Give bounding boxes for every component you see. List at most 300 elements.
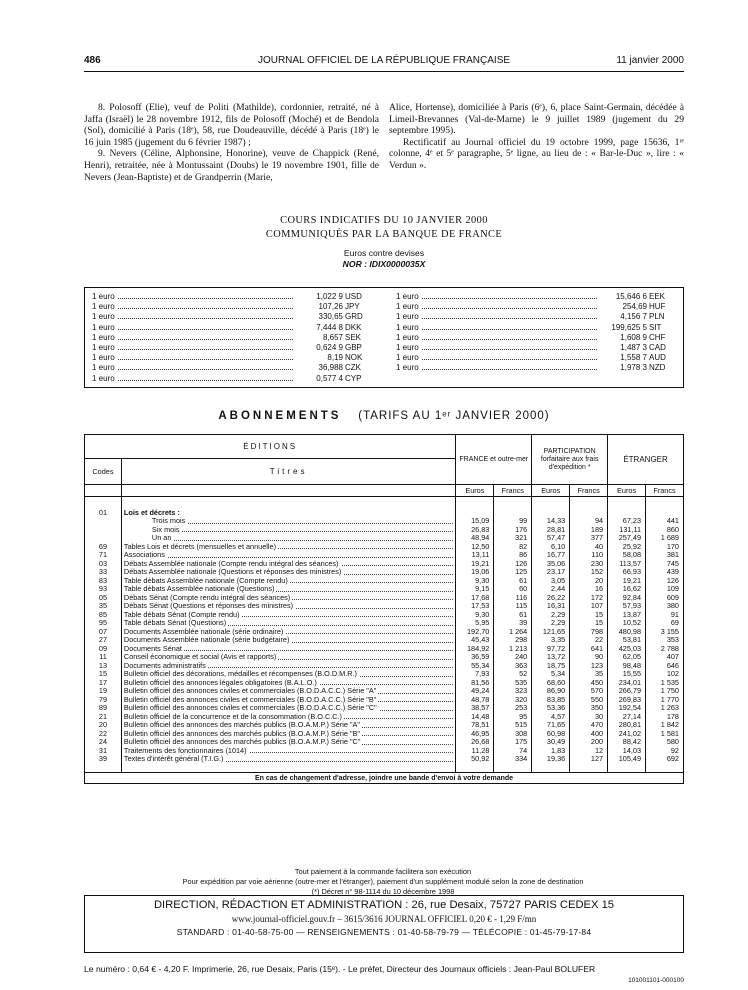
- edition-title: [121, 526, 455, 535]
- edition-code: 69: [85, 543, 122, 552]
- rate-row: [85, 333, 375, 343]
- price-cell: 380: [646, 602, 684, 611]
- price-cell: 9,15: [456, 585, 494, 594]
- price-cell: 78,51: [456, 721, 494, 730]
- edition-title-text: Conseil économique et social (Avis et rapports): [123, 653, 277, 661]
- price-cell: 172: [570, 594, 608, 603]
- leader-dots: [118, 329, 293, 330]
- subscription-row: [85, 645, 684, 654]
- leader-dots: [422, 308, 597, 309]
- price-cell: 230: [570, 560, 608, 569]
- price-cell: 170: [646, 543, 684, 552]
- price-cell: 200: [570, 738, 608, 747]
- edition-title-text: Associations: [123, 551, 165, 559]
- price-cell: 860: [646, 526, 684, 535]
- price-cell: 16: [570, 585, 608, 594]
- edition-code: 03: [85, 560, 122, 569]
- edition-title: [121, 577, 455, 586]
- airmail-note: Pour expédition par voie aérienne (outre-mer et l'étranger), paiement d'un supplément modulé selon la zone de destination: [182, 877, 584, 886]
- price-cell: 50,92: [456, 755, 494, 764]
- price-cell: 176: [494, 526, 532, 535]
- price-cell: 82: [494, 543, 532, 552]
- price-cell: 48,94: [456, 534, 494, 543]
- price-cell: 13,72: [532, 653, 570, 662]
- price-cell: 88,42: [608, 738, 646, 747]
- price-cell: 26,83: [456, 526, 494, 535]
- price-cell: 127: [570, 755, 608, 764]
- price-cell: 641: [570, 645, 608, 654]
- subscription-row: [85, 602, 684, 611]
- phone-line: STANDARD : 01-40-58-75-00 — RENSEIGNEMENTS : 01-40-58-79-79 — TÉLÉCOPIE : 01-45-79-17-84: [176, 927, 592, 937]
- edition-title: [121, 543, 455, 552]
- edition-title-text: Textes d'intérêt général (T.I.G.): [123, 755, 224, 763]
- rate-value: 1,608 9: [620, 332, 647, 342]
- currency-code: SIT: [649, 322, 662, 332]
- edition-code: 83: [85, 577, 122, 586]
- edition-title: [121, 585, 455, 594]
- price-cell: 3,05: [532, 577, 570, 586]
- edition-title: [121, 602, 455, 611]
- rate-unit-label: 1 euro: [92, 302, 115, 312]
- edition-title-text: Débats Assemblée nationale (Questions et réponses des ministres): [123, 568, 342, 576]
- rate-unit-label: 1 euro: [92, 342, 115, 352]
- price-cell: 19,21: [456, 560, 494, 569]
- price-cell: 745: [646, 560, 684, 569]
- edition-code: 09: [85, 645, 122, 654]
- rate-row: [389, 323, 679, 333]
- price-cell: 407: [646, 653, 684, 662]
- price-cell: 334: [494, 755, 532, 764]
- price-cell: 23,17: [532, 568, 570, 577]
- price-cell: 115: [494, 602, 532, 611]
- edition-title: [121, 653, 455, 662]
- subscription-row: [85, 738, 684, 747]
- rate-unit-label: 1 euro: [92, 292, 115, 301]
- euros-header: Euros: [608, 485, 646, 497]
- edition-title: [121, 696, 455, 705]
- price-cell: 12,50: [456, 543, 494, 552]
- edition-title-text: Bulletin officiel des décorations, médailles et récompenses (B.O.D.M.R.): [123, 670, 357, 678]
- price-cell: 320: [494, 696, 532, 705]
- rate-row: [85, 302, 375, 312]
- price-cell: 67,23: [608, 517, 646, 526]
- edition-title: [121, 687, 455, 696]
- rate-value: 254,69: [622, 302, 647, 312]
- price-cell: 62,05: [608, 653, 646, 662]
- price-cell: 480,98: [608, 628, 646, 637]
- price-cell: 425,03: [608, 645, 646, 654]
- price-cell: 45,43: [456, 636, 494, 645]
- price-cell: 515: [494, 721, 532, 730]
- edition-code: 17: [85, 679, 122, 688]
- edition-code: 22: [85, 730, 122, 739]
- price-cell: 74: [494, 747, 532, 756]
- leader-dots: [118, 359, 293, 360]
- price-cell: 53,36: [532, 704, 570, 713]
- price-cell: 1 581: [646, 730, 684, 739]
- francs-header: Francs: [646, 485, 684, 497]
- rate-row: [85, 323, 375, 333]
- price-cell: 14,48: [456, 713, 494, 722]
- price-cell: 102: [646, 670, 684, 679]
- price-cell: 28,81: [532, 526, 570, 535]
- edition-title-text: Documents administratifs: [123, 661, 206, 670]
- rate-row: [85, 353, 375, 363]
- rate-row: [85, 312, 375, 322]
- price-cell: 19,36: [532, 755, 570, 764]
- subscriptions-body: [85, 497, 684, 764]
- notice-paragraph: 8. Polosoff (Elie), veuf de Politi (Mathilde), cordonnier, retraité, né à Jaffa (Israël) le 28 novembre 1912, fils de Polosoff (Moché) et de Bendola (Sol), domicilié à Paris (18ᵉ), 58, rue Doudeauville, décédé à Paris (18ᵉ) le 16 juin 1985 (jugement du 6 février 1987) ;: [84, 102, 379, 148]
- edition-title: [121, 721, 455, 730]
- edition-title-text: Tables Lois et décrets (mensuelles et annuelle): [123, 542, 277, 551]
- price-cell: 1 750: [646, 687, 684, 696]
- edition-title: [121, 747, 455, 756]
- price-cell: 107: [570, 602, 608, 611]
- edition-title-text: Un an: [151, 534, 172, 542]
- edition-title: [121, 560, 455, 569]
- rate-row: [85, 292, 375, 302]
- edition-title-text: Débats Sénat (Questions et réponses des ministres): [123, 602, 294, 610]
- price-cell: 19,06: [456, 568, 494, 577]
- price-cell: 266,79: [608, 687, 646, 696]
- rate-unit-label: 1 euro: [92, 353, 115, 363]
- price-cell: 298: [494, 636, 532, 645]
- price-cell: 131,11: [608, 526, 646, 535]
- address-line: DIRECTION, RÉDACTION ET ADMINISTRATION : 26, rue Desaix, 75727 PARIS CEDEX 15: [153, 899, 615, 911]
- currency-code: JPY: [345, 302, 360, 312]
- edition-title-text: Bulletin officiel des annonces des marchés publics (B.O.A.M.P.) Série "C": [123, 738, 361, 746]
- price-cell: 178: [646, 713, 684, 722]
- edition-code: 19: [85, 687, 122, 696]
- subscriptions-title-sub: (TARIFS AU 1ᵉʳ JANVIER 2000): [358, 410, 550, 422]
- leader-dots: [422, 339, 597, 340]
- edition-title-text: Débats Sénat (Compte rendu intégral des séances): [123, 593, 291, 602]
- price-cell: 400: [570, 730, 608, 739]
- price-cell: 12: [570, 747, 608, 756]
- price-line: Le numéro : 0,64 € - 4,20 F. Imprimerie, 26, rue Desaix, Paris (15ᵉ). - Le préfet, Directeur des Journaux officiels : Jean-Paul BOLUFER: [84, 964, 596, 974]
- edition-title: [121, 517, 455, 526]
- rates-subtitle-text: Euros contre devises: [343, 248, 425, 258]
- edition-title: [121, 755, 455, 764]
- price-cell: 83,85: [532, 696, 570, 705]
- price-cell: 17,68: [456, 594, 494, 603]
- price-cell: 69: [646, 619, 684, 628]
- header-rule: [84, 71, 684, 72]
- edition-code: 39: [85, 755, 122, 764]
- price-cell: 110: [570, 551, 608, 560]
- rate-unit-label: 1 euro: [92, 363, 115, 373]
- price-cell: 192,70: [456, 628, 494, 637]
- price-cell: 234,01: [608, 679, 646, 688]
- price-cell: 152: [570, 568, 608, 577]
- price-cell: 16,31: [532, 602, 570, 611]
- price-cell: 441: [646, 517, 684, 526]
- edition-title: [121, 713, 455, 722]
- price-cell: 646: [646, 662, 684, 671]
- leader-dots: [422, 318, 597, 319]
- price-cell: 94: [570, 517, 608, 526]
- rate-unit-label: 1 euro: [396, 342, 419, 352]
- price-cell: 19,21: [608, 577, 646, 586]
- price-cell: 15,09: [456, 517, 494, 526]
- rate-unit-label: 1 euro: [396, 292, 419, 301]
- price-cell: 92: [646, 747, 684, 756]
- price-cell: 5,34: [532, 670, 570, 679]
- rate-value: 4,156 7: [620, 312, 647, 322]
- edition-title: [121, 568, 455, 577]
- price-cell: 11,28: [456, 747, 494, 756]
- price-cell: 439: [646, 568, 684, 577]
- price-cell: 257,49: [608, 534, 646, 543]
- price-cell: 58,08: [608, 551, 646, 560]
- price-cell: 189: [570, 526, 608, 535]
- etranger-header: ÉTRANGER: [608, 435, 684, 485]
- edition-code: [85, 517, 122, 526]
- france-header: FRANCE et outre-mer: [456, 435, 532, 485]
- price-cell: 15: [570, 611, 608, 620]
- price-cell: 26,22: [532, 594, 570, 603]
- price-cell: 61: [494, 611, 532, 620]
- price-cell: 99: [494, 517, 532, 526]
- edition-title: [121, 611, 455, 620]
- price-cell: 25,92: [608, 543, 646, 552]
- price-cell: 109: [646, 585, 684, 594]
- edition-code: 15: [85, 670, 122, 679]
- edition-code: 35: [85, 602, 122, 611]
- price-cell: 60,98: [532, 730, 570, 739]
- edition-title: [121, 670, 455, 679]
- price-cell: 22: [570, 636, 608, 645]
- leader-dots: [422, 298, 597, 299]
- price-cell: 26,68: [456, 738, 494, 747]
- price-cell: 580: [646, 738, 684, 747]
- price-cell: 798: [570, 628, 608, 637]
- rates-subtitle: [84, 248, 684, 270]
- leader-dots: [118, 369, 293, 370]
- price-cell: 66,93: [608, 568, 646, 577]
- subscriptions-title: [84, 410, 684, 422]
- price-cell: 323: [494, 687, 532, 696]
- titres-subheader: [121, 485, 455, 497]
- price-cell: 15,55: [608, 670, 646, 679]
- rate-row: [85, 343, 375, 353]
- price-cell: 27,14: [608, 713, 646, 722]
- price-cell: 9,30: [456, 577, 494, 586]
- price-cell: 13,87: [608, 611, 646, 620]
- rate-row: [389, 363, 679, 373]
- price-cell: 92,84: [608, 594, 646, 603]
- page-header: [84, 55, 684, 69]
- price-cell: 7,93: [456, 670, 494, 679]
- leader-dots: [118, 349, 293, 350]
- price-cell: 126: [494, 560, 532, 569]
- edition-title-text: Débats Assemblée nationale (Compte rendu intégral des séances): [123, 559, 339, 568]
- leader-dots: [118, 339, 293, 340]
- price-cell: 3,35: [532, 636, 570, 645]
- notice-paragraph: 9. Nevers (Céline, Alphonsine, Honorine), veuve de Chappick (René, Henri), retraitée, née à Montussaint (Doubs) le 19 novembre 1901, fille de Nevers (Jean-Baptiste) et de Grandperrin (Marie,: [84, 148, 379, 183]
- edition-code: 13: [85, 662, 122, 671]
- price-cell: 38,57: [456, 704, 494, 713]
- currency-code: PLN: [649, 312, 665, 322]
- currency-code: CYP: [345, 373, 362, 383]
- currency-code: GBP: [345, 342, 362, 352]
- edition-title-text: Bulletin officiel des annonces civiles et commerciales (B.O.D.A.C.C.) Série "C": [123, 704, 377, 712]
- leader-dots: [118, 318, 293, 319]
- titres-header: Titres: [121, 459, 455, 485]
- leader-dots: [118, 298, 293, 299]
- price-cell: 97,72: [532, 645, 570, 654]
- rate-unit-label: 1 euro: [92, 332, 115, 342]
- rate-value: 1,487 3: [620, 342, 647, 352]
- price-cell: 2,29: [532, 611, 570, 620]
- currency-code: CZK: [345, 363, 361, 373]
- leader-dots: [422, 359, 597, 360]
- price-cell: 1 535: [646, 679, 684, 688]
- price-cell: 280,81: [608, 721, 646, 730]
- price-cell: 1,83: [532, 747, 570, 756]
- rate-row: [85, 374, 375, 384]
- rates-table: [84, 287, 684, 388]
- price-cell: 113,57: [608, 560, 646, 569]
- price-cell: 46,95: [456, 730, 494, 739]
- price-cell: 52: [494, 670, 532, 679]
- price-cell: 16,77: [532, 551, 570, 560]
- price-cell: 192,54: [608, 704, 646, 713]
- price-cell: 14,33: [532, 517, 570, 526]
- address-change-note: En cas de changement d'adresse, joindre une bande d'envoi à votre demande: [85, 773, 684, 784]
- price-cell: 10,52: [608, 619, 646, 628]
- rate-value: 1,022 9: [316, 292, 343, 301]
- price-cell: 3 155: [646, 628, 684, 637]
- price-cell: 2 788: [646, 645, 684, 654]
- reference-code: 101001101-000100: [628, 977, 684, 984]
- leader-dots: [422, 349, 597, 350]
- payment-note: Tout paiement à la commande facilitera son exécution: [294, 867, 472, 876]
- price-cell: 450: [570, 679, 608, 688]
- price-cell: 49,24: [456, 687, 494, 696]
- leader-dots: [118, 308, 293, 309]
- edition-title: [121, 704, 455, 713]
- rate-unit-label: 1 euro: [396, 353, 419, 363]
- subscription-row: [85, 704, 684, 713]
- currency-code: CAD: [649, 342, 666, 352]
- price-cell: 116: [494, 594, 532, 603]
- rate-value: 0,577 4: [316, 373, 343, 383]
- edition-code: [85, 526, 122, 535]
- rate-row: [389, 343, 679, 353]
- edition-code: 20: [85, 721, 122, 730]
- price-cell: 175: [494, 738, 532, 747]
- price-cell: 184,92: [456, 645, 494, 654]
- price-cell: 550: [570, 696, 608, 705]
- rectificatif-paragraph: Rectificatif au Journal officiel du 19 octobre 1999, page 15636, 1ʳᵉ colonne, 4ᵉ et 5ᵉ paragraphe, 5ᵉ ligne, au lieu de : « Bar-le-Duc », lire : « Verdun ».: [389, 136, 684, 171]
- price-cell: 121,65: [532, 628, 570, 637]
- edition-code: 95: [85, 619, 122, 628]
- notice-column-left: [84, 102, 379, 183]
- rate-value: 107,26: [318, 302, 343, 312]
- edition-title-text: Documents Assemblée nationale (série budgétaire): [123, 636, 290, 644]
- price-cell: 14,03: [608, 747, 646, 756]
- leader-dots: [118, 380, 293, 381]
- edition-title: [121, 619, 455, 628]
- subscription-row: [85, 611, 684, 620]
- edition-title: [121, 628, 455, 637]
- subscription-row: [85, 755, 684, 764]
- price-cell: 123: [570, 662, 608, 671]
- subscription-row: [85, 628, 684, 637]
- price-cell: 15: [570, 619, 608, 628]
- edition-title-text: Table débats Sénat (Questions): [123, 619, 227, 627]
- currency-code: GRD: [345, 312, 363, 322]
- price-cell: 9,30: [456, 611, 494, 620]
- price-cell: 470: [570, 721, 608, 730]
- price-cell: 98,48: [608, 662, 646, 671]
- edition-code: 85: [85, 611, 122, 620]
- rate-unit-label: 1 euro: [396, 312, 419, 322]
- price-cell: 609: [646, 594, 684, 603]
- edition-code: 27: [85, 636, 122, 645]
- edition-code: 21: [85, 713, 122, 722]
- price-cell: 81,56: [456, 679, 494, 688]
- edition-title: [121, 679, 455, 688]
- rate-value: 1,558 7: [620, 353, 647, 363]
- contact-box: [84, 895, 684, 953]
- price-cell: 71,65: [532, 721, 570, 730]
- price-cell: 321: [494, 534, 532, 543]
- edition-title-text: Bulletin officiel de la concurrence et de la consommation (B.O.C.C.): [123, 712, 342, 721]
- subscription-row: [85, 509, 684, 518]
- price-cell: 269,83: [608, 696, 646, 705]
- edition-title-text: Bulletin officiel des annonces des marchés publics (B.O.A.M.P.) Série "B": [123, 729, 361, 738]
- edition-title-text: Lois et décrets :: [123, 508, 180, 517]
- price-cell: 1 770: [646, 696, 684, 705]
- price-cell: 57,93: [608, 602, 646, 611]
- edition-title-text: Documents Sénat: [123, 644, 182, 653]
- price-cell: 5,95: [456, 619, 494, 628]
- currency-code: AUD: [649, 353, 666, 363]
- edition-title: [121, 738, 455, 747]
- price-cell: 95: [494, 713, 532, 722]
- edition-title-text: Table débats Assemblée nationale (Compte rendu): [123, 576, 288, 585]
- rates-nor: NOR : IDIX0000035X: [342, 259, 426, 269]
- journal-title: JOURNAL OFFICIEL DE LA RÉPUBLIQUE FRANÇAISE: [257, 55, 511, 66]
- decree-note: (*) Décret n° 98-1114 du 10 décembre 1998: [311, 887, 455, 896]
- price-cell: 16,62: [608, 585, 646, 594]
- price-cell: 17,53: [456, 602, 494, 611]
- price-cell: 363: [494, 662, 532, 671]
- price-cell: 40: [570, 543, 608, 552]
- rate-value: 15,646 6: [615, 292, 647, 301]
- price-cell: 2,29: [532, 619, 570, 628]
- price-cell: 2,44: [532, 585, 570, 594]
- page-number: 486: [84, 55, 101, 66]
- footer-notes: [84, 867, 682, 897]
- participation-header: PARTICIPATION forfaitaire aux frais d'expédition *: [532, 435, 608, 485]
- price-cell: 126: [646, 577, 684, 586]
- notice-paragraph: Alice, Hortense), domiciliée à Paris (6ᵉ), 6, place Saint-Germain, décédée à Limeil-Brevannes (Val-de-Marne) le 9 juillet 1989 (jugement du 29 septembre 1995).: [389, 102, 684, 137]
- price-cell: 86: [494, 551, 532, 560]
- price-cell: 1 263: [646, 704, 684, 713]
- price-cell: 381: [646, 551, 684, 560]
- rates-title: [84, 214, 684, 242]
- notice-column-right: [389, 102, 684, 172]
- rate-row: [389, 312, 679, 322]
- rate-value: 8,19: [327, 353, 343, 363]
- subscription-row: [85, 534, 684, 543]
- rate-row: [389, 302, 679, 312]
- price-cell: 240: [494, 653, 532, 662]
- price-cell: 30,49: [532, 738, 570, 747]
